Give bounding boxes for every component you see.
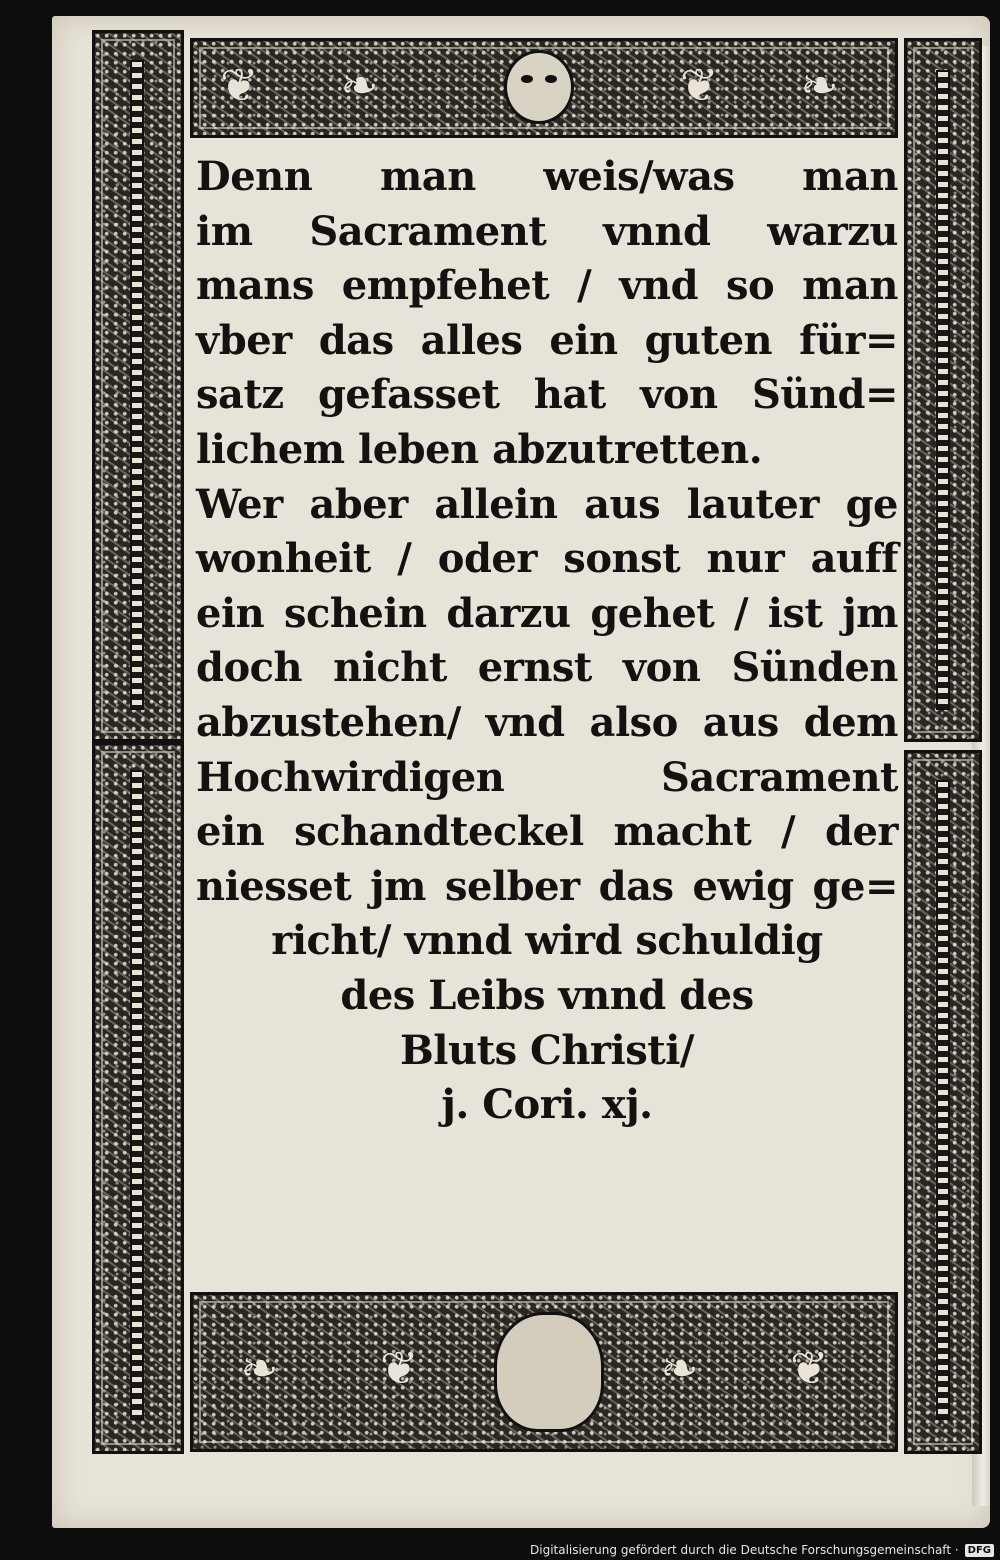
acanthus-leaf-icon: ❧: [340, 58, 379, 112]
text-line: Hochwirdigen Sacrament: [196, 753, 898, 801]
text-line: doch nicht ernst von Sünden: [196, 644, 898, 692]
text-line: im Sacrament vnnd warzu: [196, 207, 898, 255]
text-line: Bluts Christi/: [400, 1026, 694, 1074]
text-line: ein schein darzu gehet / ist jm: [196, 589, 898, 637]
text-line: abzustehen/ vnd also aus dem: [196, 698, 898, 746]
twisted-column-icon: [936, 780, 950, 1420]
twisted-column-icon: [130, 770, 144, 1420]
text-line: vber das alles ein guten für=: [196, 316, 898, 364]
text-line: richt/ vnnd wird schuldig: [271, 917, 823, 965]
twisted-column-icon: [130, 60, 144, 710]
acanthus-leaf-icon: ❦: [790, 1341, 829, 1395]
acanthus-leaf-icon: ❧: [660, 1341, 699, 1395]
acanthus-leaf-icon: ❦: [220, 58, 259, 112]
text-line: niesset jm selber das ewig ge=: [196, 862, 898, 910]
text-line: mans empfehet / vnd so man: [196, 262, 898, 310]
acanthus-leaf-icon: ❦: [680, 58, 719, 112]
text-line: j. Cori. xj.: [441, 1081, 653, 1129]
acanthus-leaf-icon: ❧: [800, 58, 839, 112]
text-line: wonheit / oder sonst nur auff: [196, 535, 898, 583]
text-line: ein schandteckel macht / der: [196, 808, 898, 856]
text-line: Denn man weis/was man: [196, 153, 898, 200]
text-line: Wer aber allein aus lauter ge: [196, 480, 898, 528]
acanthus-leaf-icon: ❦: [380, 1341, 419, 1395]
twisted-column-icon: [936, 70, 950, 710]
body-text: [196, 150, 898, 1133]
digitization-credit: [530, 1543, 994, 1557]
acanthus-leaf-icon: ❧: [240, 1341, 279, 1395]
text-line: lichem leben abzutretten.: [196, 425, 763, 473]
dfg-logo: DFG: [965, 1544, 994, 1557]
cherub-icon: [494, 1312, 604, 1432]
grotesque-mask-icon: [504, 50, 574, 124]
text-line: satz gefasset hat von Sünd=: [196, 371, 898, 419]
text-line: des Leibs vnnd des: [340, 971, 754, 1019]
credit-text: Digitalisierung gefördert durch die Deutsche Forschungsgemeinschaft ·: [530, 1543, 959, 1557]
